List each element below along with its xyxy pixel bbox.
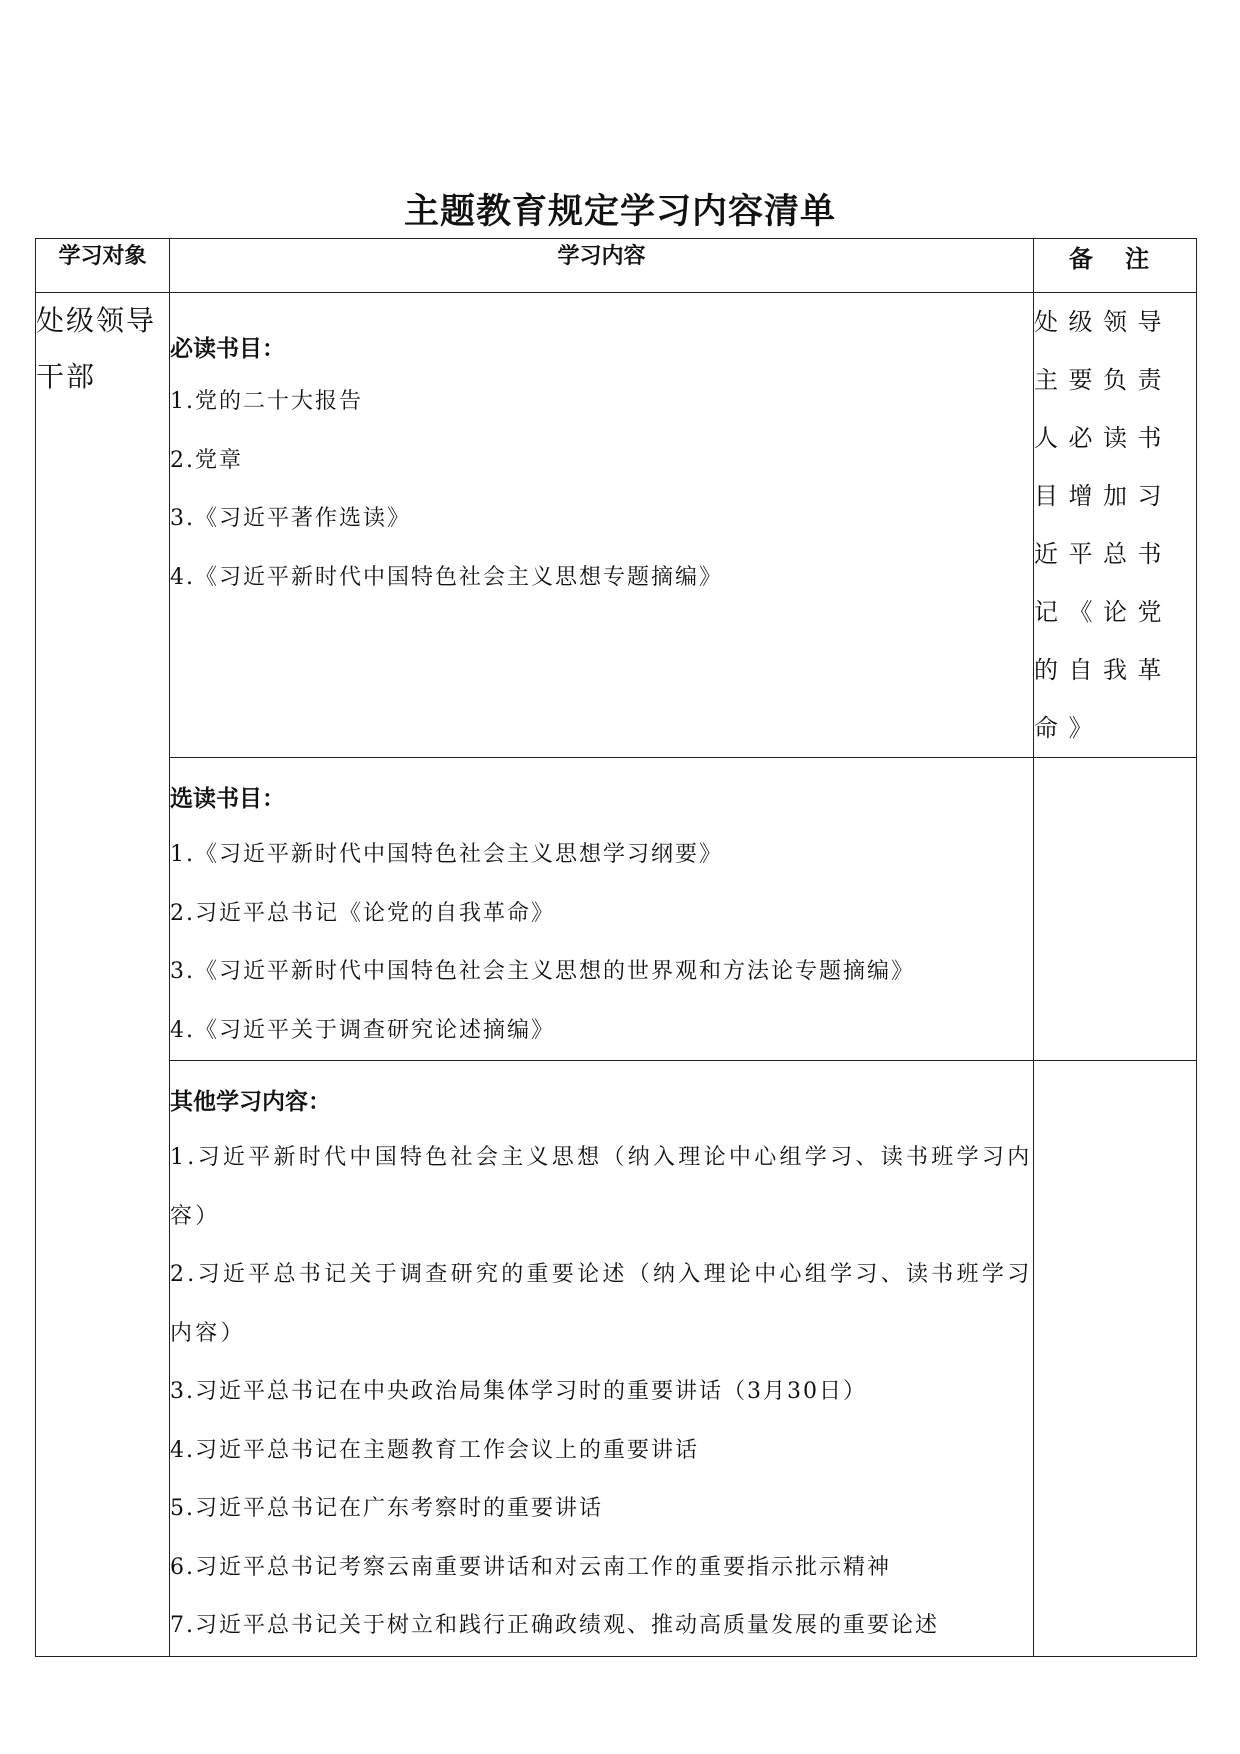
list-item: 1.《习近平新时代中国特色社会主义思想学习纲要》 (170, 842, 723, 867)
note-cell: 处级领导主要负责人必读书目增加习近平总书记《论党的自我革命》 (1034, 293, 1197, 758)
other-content-cell (170, 1061, 1034, 1657)
page-title: 主题教育规定学习内容清单 (403, 191, 836, 232)
section-title-optional: 选读书目： (170, 785, 285, 812)
header-content: 学习内容 (170, 239, 1034, 293)
list-item: 3.习近平总书记在中央政治局集体学习时的重要讲话（3月30日） (170, 1379, 867, 1404)
list-item: 3.《习近平著作选读》 (170, 506, 411, 531)
list-item: 4.习近平总书记在主题教育工作会议上的重要讲话 (170, 1437, 699, 1463)
header-target: 学习对象 (36, 239, 170, 293)
list-item: 5.习近平总书记在广东考察时的重要讲话 (170, 1496, 603, 1521)
table-row (36, 758, 1197, 1061)
list-item: 1.党的二十大报告 (170, 389, 363, 414)
table-row (36, 1061, 1197, 1657)
header-note: 备 注 (1034, 239, 1197, 293)
required-reading-cell (170, 293, 1034, 758)
table-header-row (36, 239, 1197, 293)
note-cell-empty (1034, 1061, 1197, 1657)
section-title-required: 必读书目： (170, 335, 285, 362)
list-item: 1.习近平新时代中国特色社会主义思想（纳入理论中心组学习、读书班学习内容） (170, 1145, 1033, 1229)
list-item: 4.《习近平新时代中国特色社会主义思想专题摘编》 (170, 564, 723, 590)
section-title-other: 其他学习内容： (170, 1088, 331, 1115)
study-target-cell: 处级领导干部 (36, 293, 170, 1657)
list-item: 2.党章 (170, 447, 243, 473)
table-row (36, 293, 1197, 758)
list-item: 4.《习近平关于调查研究论述摘编》 (170, 1017, 555, 1043)
note-cell-empty (1034, 758, 1197, 1061)
list-item: 6.习近平总书记考察云南重要讲话和对云南工作的重要指示批示精神 (170, 1554, 891, 1580)
list-item: 2.习近平总书记《论党的自我革命》 (170, 900, 555, 926)
optional-reading-cell (170, 758, 1034, 1061)
list-item: 2.习近平总书记关于调查研究的重要论述（纳入理论中心组学习、读书班学习内容） (170, 1262, 1033, 1346)
list-item: 3.《习近平新时代中国特色社会主义思想的世界观和方法论专题摘编》 (170, 959, 915, 984)
list-item: 7.习近平总书记关于树立和践行正确政绩观、推动高质量发展的重要论述 (170, 1613, 939, 1638)
study-content-table (35, 238, 1197, 1657)
